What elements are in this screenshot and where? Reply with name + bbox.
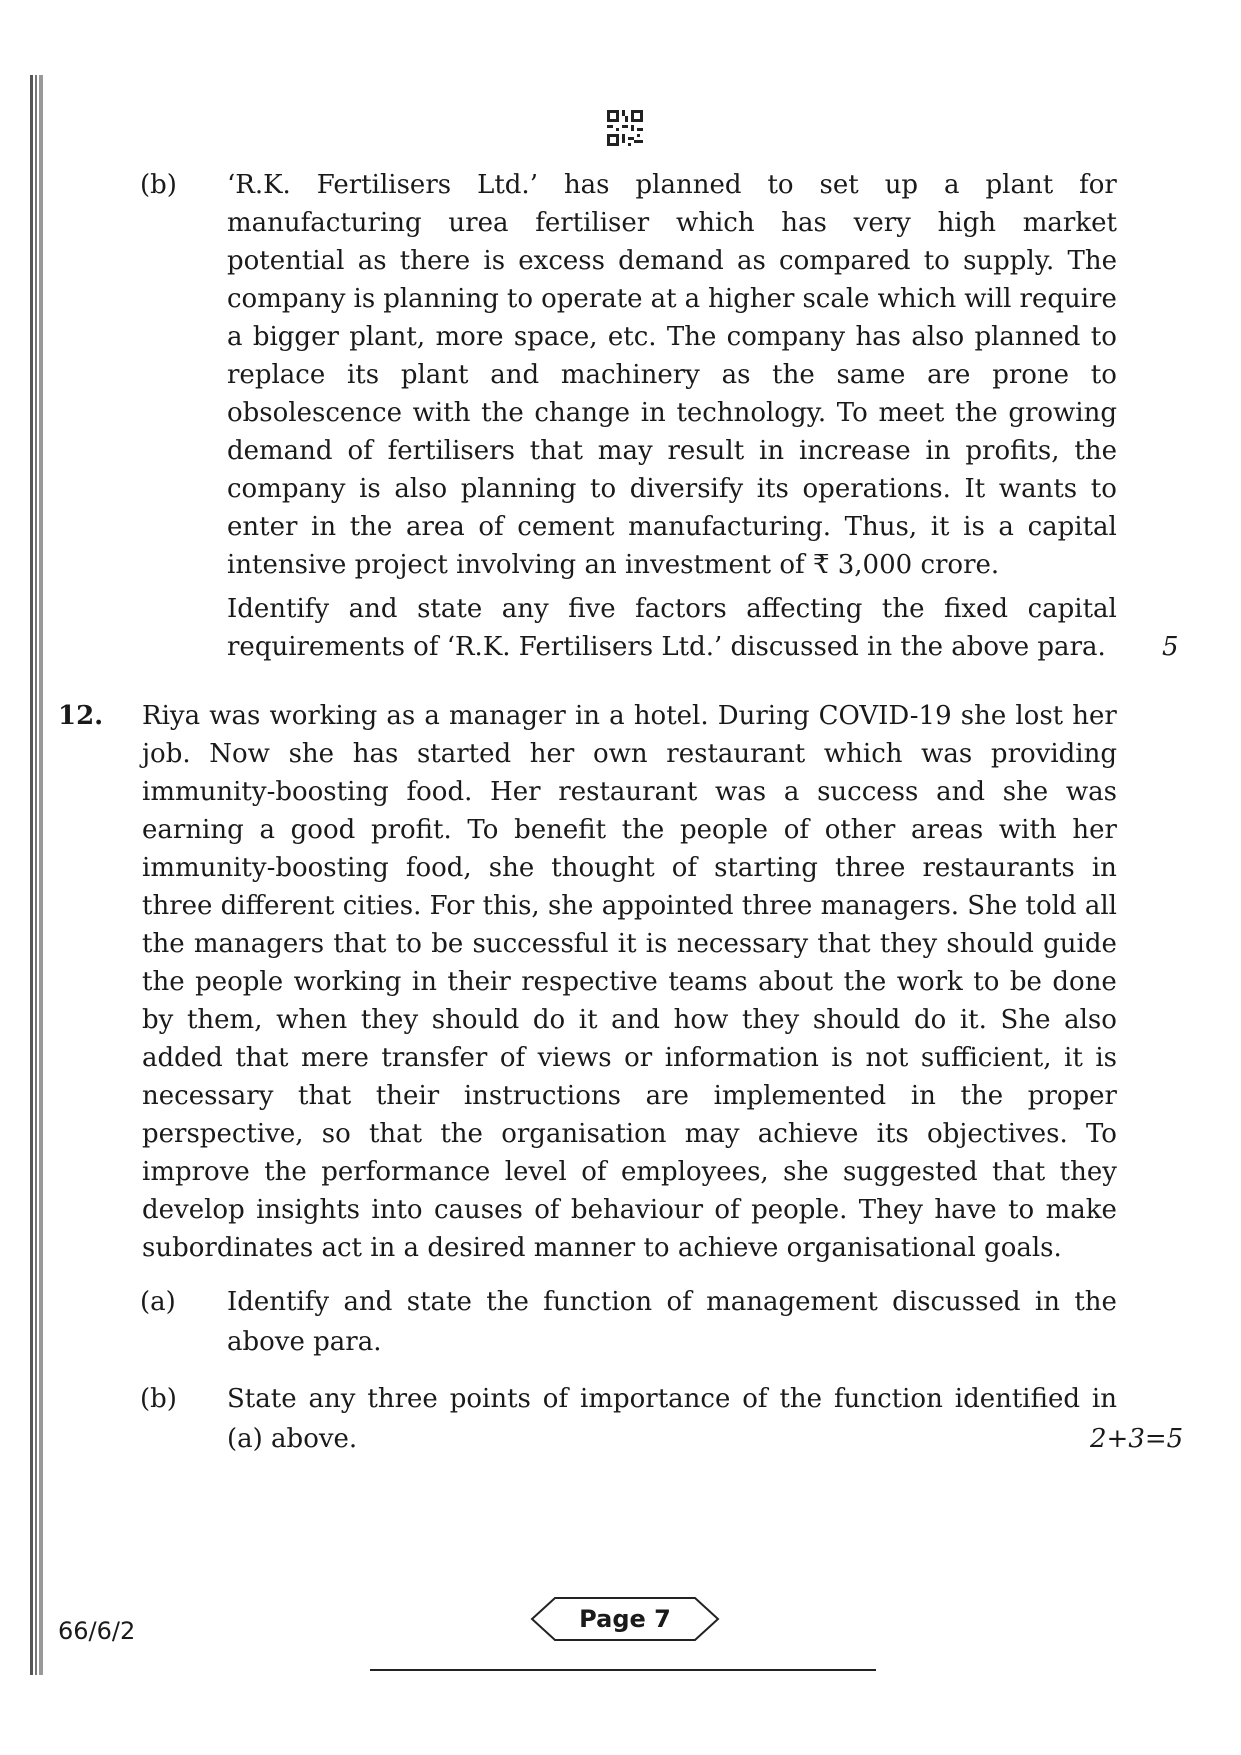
paper-code: 66/6/2 [58,1617,136,1645]
task-line: Identify and state any five factors affecting the fixed capital [227,594,1117,624]
paragraph-line: earning a good profit. To benefit the people of other areas with her [142,815,1117,845]
part-label: (b) [140,170,177,200]
paragraph-line: added that mere transfer of views or information is not sufficient, it is [142,1043,1117,1073]
paragraph-line: necessary that their instructions are implemented in the proper [142,1081,1117,1111]
paragraph-line: enter in the area of cement manufacturing. Thus, it is a capital [227,512,1117,542]
paragraph-line: obsolescence with the change in technology. To meet the growing [227,398,1117,428]
part-label: (b) [140,1384,177,1414]
paragraph-line: the managers that to be successful it is necessary that they should guide [142,929,1117,959]
paragraph-line: Riya was working as a manager in a hotel. During COVID-19 she lost her [142,701,1117,731]
paragraph-line: intensive project involving an investment of ₹ 3,000 crore. [227,550,1000,580]
paragraph-line: improve the performance level of employees, she suggested that they [142,1157,1117,1187]
paragraph-line: develop insights into causes of behaviour of people. They have to make [142,1195,1117,1225]
footer-rule [370,1669,876,1671]
paragraph-line: replace its plant and machinery as the same are prone to [227,360,1117,390]
paragraph-line: State any three points of importance of the function identified in [227,1384,1117,1414]
paragraph-line: (a) above. [227,1424,358,1454]
paragraph-line: immunity-boosting food, she thought of starting three restaurants in [142,853,1117,883]
marks: 2+3=5 [1090,1424,1184,1454]
part-label: (a) [140,1287,176,1317]
paragraph-line: Identify and state the function of management discussed in the [227,1287,1117,1317]
paragraph-line: company is planning to operate at a higher scale which will require [227,284,1117,314]
page-number-label: Page 7 [579,1605,671,1633]
page-number-tag [530,1596,720,1642]
paragraph-line: demand of fertilisers that may result in increase in profits, the [227,436,1117,466]
qr-code-icon [607,110,643,146]
marks: 5 [1162,632,1179,662]
paragraph-line: above para. [227,1327,382,1357]
paragraph-line: three different cities. For this, she appointed three managers. She told all [142,891,1117,921]
paragraph-line: the people working in their respective teams about the work to be done [142,967,1117,997]
paragraph-line: perspective, so that the organisation may achieve its objectives. To [142,1119,1117,1149]
paragraph-line: subordinates act in a desired manner to achieve organisational goals. [142,1233,1062,1263]
margin-rule [30,75,46,1675]
paragraph-line: job. Now she has started her own restaurant which was providing [142,739,1117,769]
paragraph-line: company is also planning to diversify its operations. It wants to [227,474,1117,504]
paragraph-line: a bigger plant, more space, etc. The company has also planned to [227,322,1117,352]
paragraph-line: potential as there is excess demand as compared to supply. The [227,246,1117,276]
question-number: 12. [58,701,104,731]
paragraph-line: by them, when they should do it and how they should do it. She also [142,1005,1117,1035]
paragraph-line: immunity-boosting food. Her restaurant was a success and she was [142,777,1117,807]
paragraph-line: manufacturing urea fertiliser which has very high market [227,208,1117,238]
paragraph-line: ‘R.K. Fertilisers Ltd.’ has planned to set up a plant for [227,170,1117,200]
task-line: requirements of ‘R.K. Fertilisers Ltd.’ discussed in the above para. [227,632,1106,662]
